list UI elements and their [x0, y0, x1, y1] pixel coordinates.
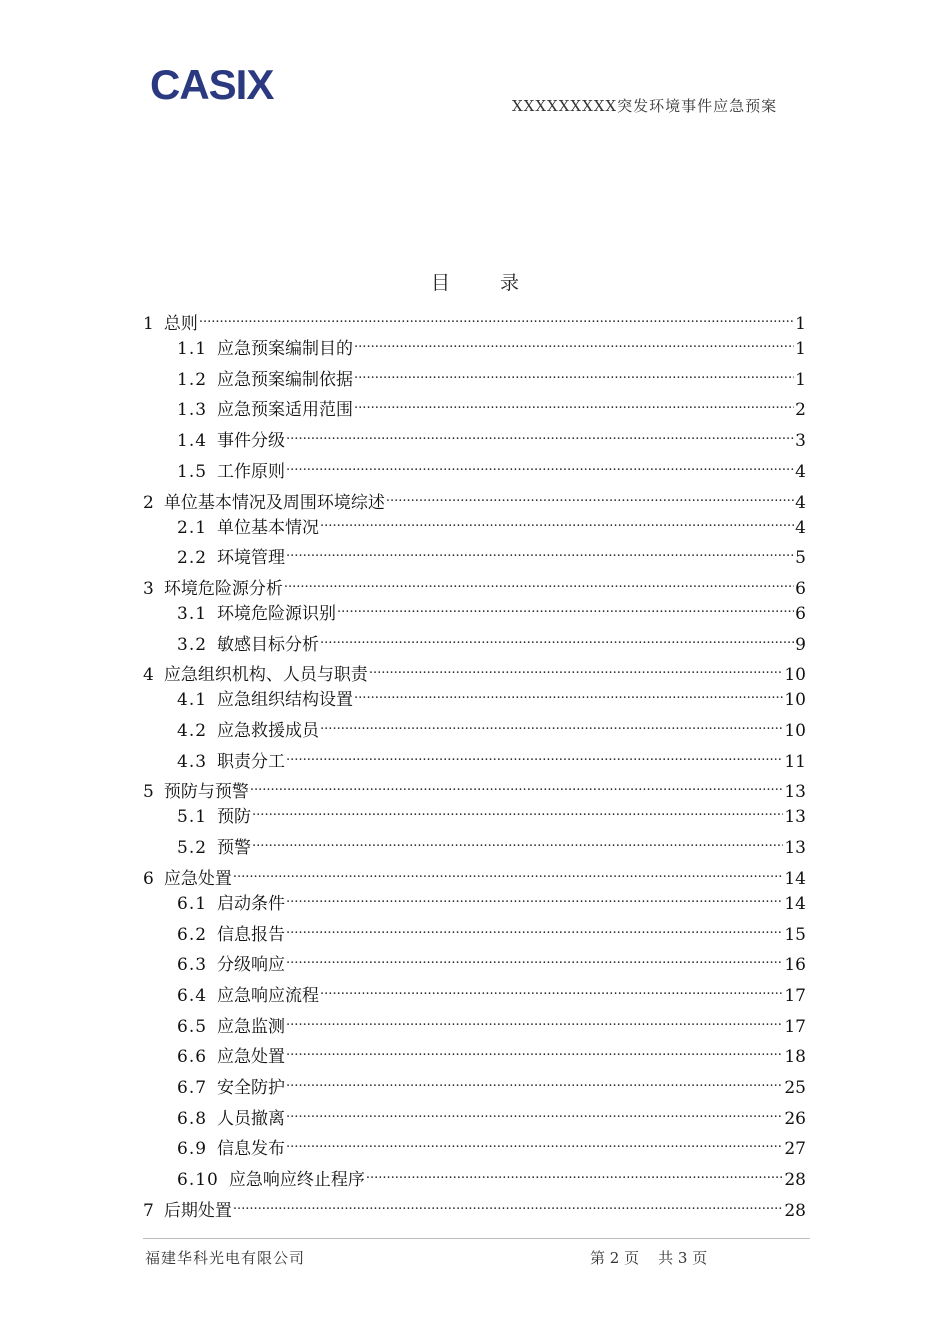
toc-entry-label: 环境危险源分析 — [163, 578, 283, 599]
toc-dot-leader — [199, 305, 794, 329]
toc-dot-leader — [286, 453, 794, 477]
toc-entry-number: 6.3 — [177, 955, 208, 976]
toc-entry[interactable] — [177, 1100, 806, 1129]
toc-entry[interactable] — [177, 391, 806, 421]
footer-company-name: 福建华科光电有限公司 — [145, 1249, 306, 1267]
toc-dot-leader — [286, 743, 783, 767]
toc-entry[interactable] — [177, 1038, 806, 1068]
toc-entry-number: 3.1 — [177, 603, 208, 624]
toc-dot-leader — [250, 773, 784, 797]
toc-entry-page: 18 — [784, 1047, 806, 1068]
toc-entry[interactable] — [177, 885, 806, 914]
toc-entry-number: 1.1 — [177, 339, 208, 359]
toc-entry-number: 6.6 — [177, 1047, 208, 1068]
toc-entry-number: 5 — [143, 782, 154, 803]
toc-entry[interactable] — [143, 1192, 806, 1221]
toc-dot-leader — [252, 829, 783, 853]
toc-entry-label: 应急组织结构设置 — [217, 690, 354, 711]
toc-dot-leader — [320, 626, 794, 650]
toc-entry[interactable] — [177, 712, 806, 741]
toc-entry-number: 1.3 — [177, 400, 208, 421]
toc-entry-page: 26 — [784, 1108, 806, 1129]
footer-divider — [143, 1238, 810, 1239]
toc-entry-number: 6.1 — [177, 893, 208, 914]
toc-entry-label: 总则 — [163, 314, 198, 334]
toc-entry-label: 后期处置 — [163, 1200, 232, 1221]
toc-entry-number: 6.5 — [177, 1016, 208, 1037]
toc-dot-leader — [286, 916, 783, 940]
toc-dot-leader — [286, 1038, 783, 1062]
toc-entry[interactable] — [177, 330, 806, 359]
toc-entry-label: 预警 — [217, 838, 252, 859]
toc-entry-label: 预防与预警 — [163, 782, 249, 803]
toc-entry-page: 6 — [795, 603, 806, 624]
toc-entry[interactable] — [177, 422, 806, 452]
toc-entry-page: 10 — [784, 721, 806, 741]
toc-entry-label: 事件分级 — [217, 431, 286, 452]
toc-entry-page: 1 — [795, 339, 806, 359]
toc-entry[interactable] — [143, 484, 806, 513]
toc-dot-leader — [354, 361, 794, 385]
toc-dot-leader — [233, 860, 784, 884]
toc-entry[interactable] — [177, 453, 806, 482]
toc-entry-page: 25 — [784, 1078, 806, 1098]
toc-entry-number: 1.2 — [177, 369, 208, 390]
toc-dot-leader — [337, 595, 794, 619]
toc-dot-leader — [252, 798, 783, 822]
toc-dot-leader — [286, 1008, 783, 1032]
toc-entry-label: 应急组织机构、人员与职责 — [163, 665, 368, 686]
toc-dot-leader — [286, 539, 794, 563]
toc-heading: 目 录 — [430, 272, 542, 294]
document-header-title: XXXXXXXXX突发环境事件应急预案 — [512, 97, 778, 115]
toc-entry-label: 预防 — [217, 807, 252, 828]
toc-entry-number: 4.2 — [177, 721, 208, 741]
toc-dot-leader — [284, 570, 794, 594]
toc-entry-page: 13 — [784, 838, 806, 859]
toc-dot-leader — [286, 1130, 783, 1154]
toc-dot-leader — [354, 681, 783, 705]
toc-entry-number: 7 — [143, 1200, 154, 1221]
toc-dot-leader — [286, 946, 783, 970]
toc-entry-label: 信息发布 — [217, 1139, 286, 1160]
toc-entry-page: 14 — [784, 868, 806, 889]
toc-entry-number: 1.5 — [177, 461, 208, 482]
toc-entry-page: 10 — [784, 690, 806, 711]
footer-page-number: 第 2 页 共 3 页 — [590, 1249, 708, 1267]
toc-entry[interactable] — [177, 916, 806, 945]
toc-entry[interactable] — [177, 539, 806, 569]
toc-entry-number: 6.7 — [177, 1078, 208, 1098]
toc-entry-page: 28 — [784, 1200, 806, 1221]
toc-entry-label: 应急救援成员 — [217, 721, 320, 741]
toc-entry-number: 5.1 — [177, 807, 208, 828]
toc-entry-label: 环境危险源识别 — [217, 603, 337, 624]
toc-dot-leader — [286, 422, 794, 446]
toc-entry-number: 6.2 — [177, 924, 208, 945]
toc-entry-number: 4 — [143, 665, 154, 686]
toc-entry-label: 应急响应流程 — [217, 985, 320, 1006]
toc-entry-page: 5 — [795, 548, 806, 569]
toc-entry[interactable] — [143, 570, 806, 599]
toc-entry[interactable] — [177, 743, 806, 772]
toc-entry-page: 16 — [784, 955, 806, 976]
toc-entry[interactable] — [177, 1069, 806, 1098]
toc-entry[interactable] — [177, 681, 806, 711]
toc-entry-number: 6.8 — [177, 1108, 208, 1129]
toc-entry-label: 应急响应终止程序 — [228, 1170, 365, 1191]
toc-entry-page: 17 — [784, 985, 806, 1006]
toc-entry-page: 27 — [784, 1139, 806, 1160]
toc-entry-page: 11 — [784, 751, 806, 772]
toc-entry-number: 2.2 — [177, 548, 208, 569]
toc-dot-leader — [354, 391, 794, 415]
toc-entry[interactable] — [143, 656, 806, 686]
toc-entry-number: 4.1 — [177, 690, 208, 711]
toc-entry-page: 4 — [795, 517, 806, 538]
toc-entry-label: 人员撤离 — [217, 1108, 286, 1129]
toc-entry-label: 分级响应 — [217, 955, 286, 976]
toc-dot-leader — [386, 484, 794, 508]
toc-entry-label: 环境管理 — [217, 548, 286, 569]
toc-entry-page: 3 — [795, 431, 806, 452]
toc-entry-label: 工作原则 — [217, 461, 286, 482]
toc-entry-label: 安全防护 — [217, 1078, 286, 1098]
toc-entry[interactable] — [177, 1008, 806, 1037]
toc-entry[interactable] — [143, 773, 806, 803]
toc-entry-page: 9 — [795, 634, 806, 655]
toc-entry-page: 4 — [795, 492, 806, 513]
toc-entry-number: 2.1 — [177, 517, 208, 538]
toc-entry-page: 1 — [795, 369, 806, 390]
toc-dot-leader — [233, 1192, 784, 1216]
toc-entry[interactable] — [177, 977, 806, 1006]
toc-dot-leader — [286, 1069, 783, 1093]
toc-entry-label: 应急处置 — [163, 868, 232, 889]
toc-entry[interactable] — [177, 595, 806, 624]
toc-entry-label: 信息报告 — [217, 924, 286, 945]
toc-entry-label: 敏感目标分析 — [217, 634, 320, 655]
toc-dot-leader — [320, 509, 794, 533]
toc-entry-label: 启动条件 — [217, 893, 286, 914]
toc-entry[interactable] — [177, 1161, 806, 1191]
toc-dot-leader — [286, 1100, 783, 1124]
toc-entry-label: 应急预案编制依据 — [217, 369, 354, 390]
toc-entry-label: 应急预案适用范围 — [217, 400, 354, 421]
toc-entry-number: 5.2 — [177, 838, 208, 859]
toc-entry[interactable] — [177, 626, 806, 655]
toc-entry-page: 2 — [795, 400, 806, 421]
toc-entry-label: 应急处置 — [217, 1047, 286, 1068]
toc-entry-page: 14 — [784, 893, 806, 914]
toc-entry-label: 单位基本情况 — [217, 517, 320, 538]
toc-entry-number: 6.4 — [177, 985, 208, 1006]
toc-entry-page: 13 — [784, 782, 806, 803]
toc-entry-page: 6 — [795, 578, 806, 599]
toc-dot-leader — [320, 712, 783, 736]
toc-dot-leader — [369, 656, 784, 680]
toc-entry-page: 10 — [784, 665, 806, 686]
toc-entry-number: 6 — [143, 868, 154, 889]
toc-entry[interactable] — [177, 798, 806, 828]
toc-entry-page: 15 — [784, 924, 806, 945]
toc-entry[interactable] — [177, 946, 806, 976]
toc-entry-page: 1 — [795, 314, 806, 334]
toc-entry-label: 应急预案编制目的 — [217, 339, 354, 359]
toc-entry-number: 1.4 — [177, 431, 208, 452]
toc-entry[interactable] — [177, 829, 806, 859]
toc-dot-leader — [366, 1161, 784, 1185]
toc-entry[interactable] — [177, 509, 806, 538]
toc-entry[interactable] — [177, 1130, 806, 1160]
toc-entry-number: 1 — [143, 314, 154, 334]
toc-entry[interactable] — [177, 361, 806, 390]
toc-entry-label: 单位基本情况及周围环境综述 — [163, 492, 385, 513]
toc-entry-number: 4.3 — [177, 751, 208, 772]
toc-entry-number: 3 — [143, 578, 154, 599]
toc-entry-number: 6.9 — [177, 1139, 208, 1160]
toc-entry-page: 4 — [795, 461, 806, 482]
toc-entry-label: 应急监测 — [217, 1016, 286, 1037]
toc-entry[interactable] — [143, 860, 806, 889]
toc-dot-leader — [286, 885, 783, 909]
toc-entry-page: 13 — [784, 807, 806, 828]
toc-entry-number: 6.10 — [177, 1170, 219, 1191]
toc-entry-page: 17 — [784, 1016, 806, 1037]
toc-entry-number: 2 — [143, 492, 154, 513]
toc-entry-page: 28 — [784, 1170, 806, 1191]
toc-entry-number: 3.2 — [177, 634, 208, 655]
toc-dot-leader — [320, 977, 783, 1001]
toc-entry[interactable] — [143, 305, 806, 334]
company-logo: CASIX — [150, 61, 274, 108]
toc-entry-label: 职责分工 — [217, 751, 286, 772]
toc-dot-leader — [354, 330, 794, 354]
